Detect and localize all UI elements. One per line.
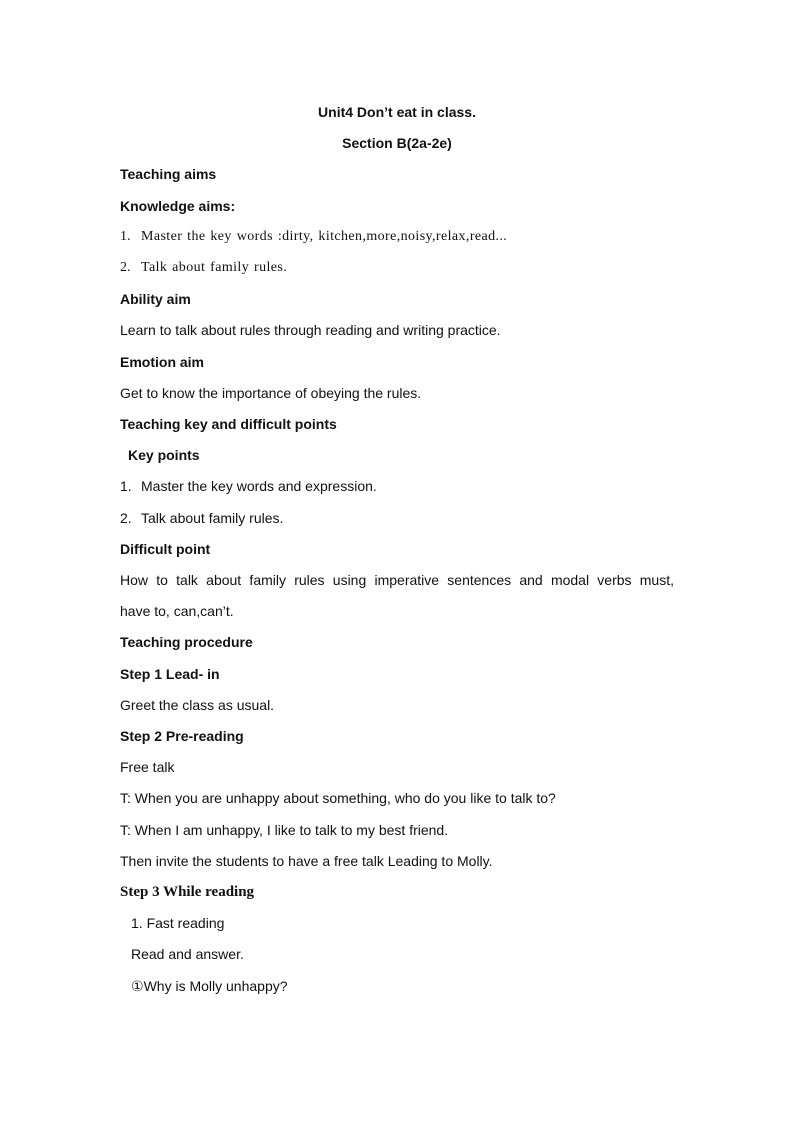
fast-reading-label: 1. Fast reading (131, 915, 225, 931)
read-and-answer-text: Read and answer. (131, 946, 244, 962)
step-2-line-1: Free talk (120, 759, 175, 775)
knowledge-item-1 (120, 228, 507, 246)
ability-aim-text: Learn to talk about rules through reading and writing practice. (120, 322, 501, 338)
difficult-point-line-2: have to, can,can’t. (120, 603, 234, 619)
step-2-line-2: T: When you are unhappy about something, who do you like to talk to? (120, 790, 556, 806)
step-2-line-4: Then invite the students to have a free talk Leading to Molly. (120, 853, 493, 869)
heading-teaching-aims: Teaching aims (120, 166, 217, 182)
list-number: 1. (120, 229, 131, 244)
heading-ability-aim: Ability aim (120, 291, 191, 307)
knowledge-item-2 (120, 259, 287, 277)
list-number: 2. (120, 260, 131, 275)
step-2-line-3: T: When I am unhappy, I like to talk to my best friend. (120, 822, 449, 838)
heading-knowledge-aims: Knowledge aims: (120, 198, 236, 214)
heading-teaching-procedure: Teaching procedure (120, 634, 253, 650)
difficult-point-line-1: How to talk about family rules using imperative sentences and modal verbs must, (120, 572, 674, 588)
heading-step-3: Step 3 While reading (120, 884, 255, 900)
heading-key-difficult-points: Teaching key and difficult points (120, 416, 337, 432)
question-1-text: Why is Molly unhappy? (143, 978, 288, 994)
list-item-text: Master the key words :dirty, kitchen,more,noisy,relax,read... (141, 229, 508, 244)
heading-difficult-point: Difficult point (120, 541, 211, 557)
list-item-text: Talk about family rules. (141, 260, 288, 275)
step-1-text: Greet the class as usual. (120, 697, 275, 713)
document-subtitle: Section B(2a-2e) (342, 135, 452, 151)
emotion-aim-text: Get to know the importance of obeying the rules. (120, 385, 422, 401)
key-point-item-2 (120, 509, 283, 527)
document-title: Unit4 Don’t eat in class. (318, 104, 476, 120)
list-number: 1. (120, 478, 132, 494)
key-point-item-1 (120, 477, 377, 495)
circled-number-marker: ① (131, 978, 144, 994)
heading-emotion-aim: Emotion aim (120, 354, 205, 370)
list-item-text: Talk about family rules. (141, 510, 284, 526)
heading-key-points: Key points (128, 447, 200, 463)
list-number: 2. (120, 510, 132, 526)
heading-step-1: Step 1 Lead- in (120, 666, 220, 682)
question-1 (131, 977, 288, 995)
heading-step-2: Step 2 Pre-reading (120, 728, 244, 744)
list-item-text: Master the key words and expression. (141, 478, 377, 494)
